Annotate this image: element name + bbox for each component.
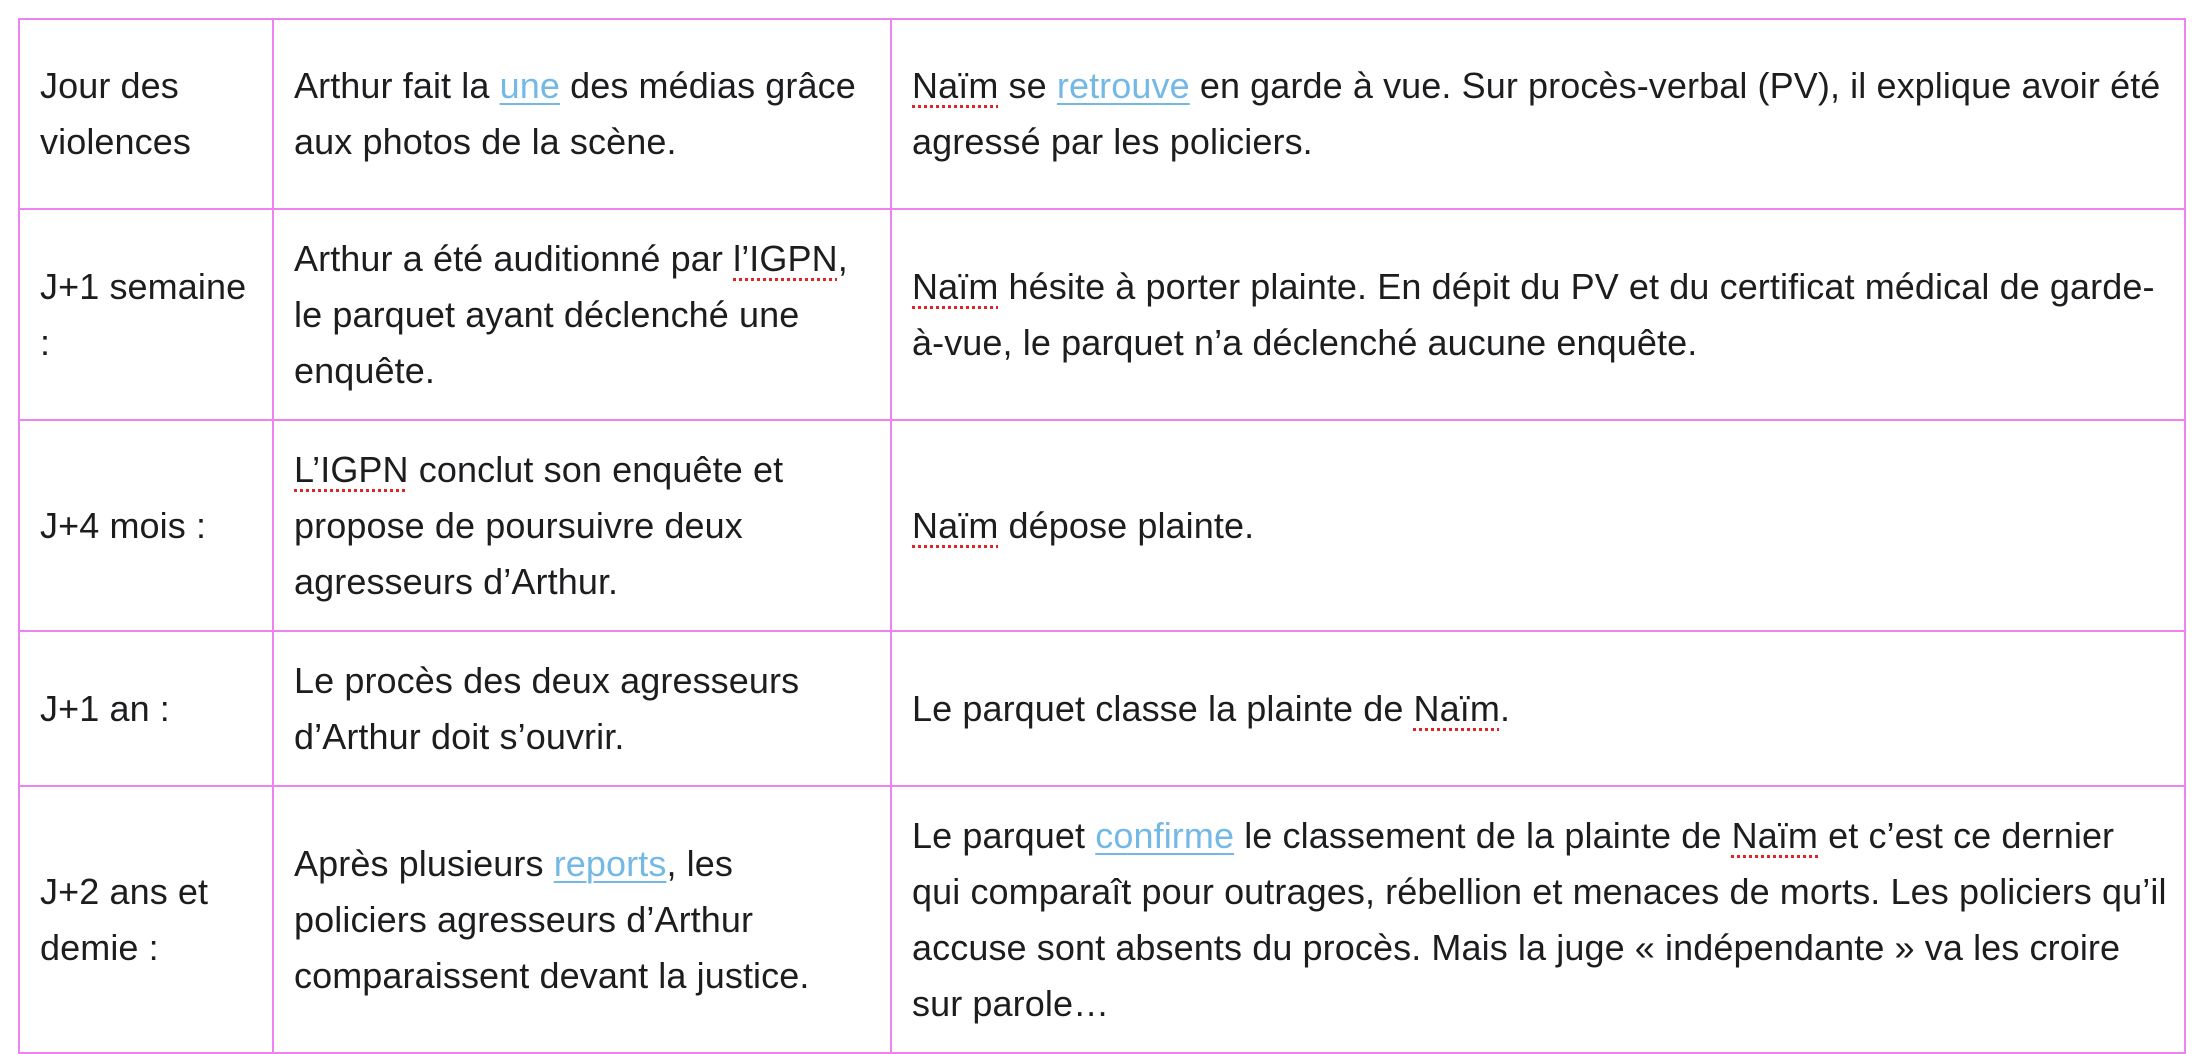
cell-text: hésite à porter plainte. En dépit du PV et du certificat médical de garde-à-vue, le parquet n’a déclenché aucune enquête. (912, 265, 2155, 363)
date-cell: J+2 ans et demie : (19, 786, 273, 1053)
cell-text: se (998, 65, 1057, 106)
cell-text: . (1499, 687, 1511, 729)
arthur-cell (273, 19, 891, 209)
cell-text: dépose plainte. (998, 504, 1255, 546)
spellcheck-flagged-word: Naïm (1731, 814, 1819, 856)
cell-text: des médias grâce aux photos de la scène. (294, 65, 856, 162)
table-row (19, 209, 2185, 420)
cell-text: Arthur fait la (294, 65, 500, 106)
arthur-cell (273, 631, 891, 786)
spellcheck-flagged-word: L’IGPN (294, 448, 409, 490)
cell-text: , les policiers agresseurs d’Arthur comparaissent devant la justice. (294, 842, 810, 996)
cell-text: conclut son enquête et propose de poursuivre deux agresseurs d’Arthur. (294, 448, 784, 602)
naim-cell (891, 631, 2185, 786)
spellcheck-flagged-word: Naïm (912, 265, 999, 307)
naim-cell (891, 19, 2185, 209)
spellcheck-flagged-word: l’IGPN (733, 237, 838, 279)
table-row (19, 786, 2185, 1053)
inline-link[interactable]: une (499, 65, 560, 106)
cell-text: Le parquet classe la plainte de (912, 687, 1414, 729)
cell-text: en garde à vue. Sur procès-verbal (PV), il explique avoir été agressé par les policiers. (912, 65, 2161, 162)
arthur-cell (273, 209, 891, 420)
date-cell: Jour des violences (19, 19, 273, 209)
table-row (19, 19, 2185, 209)
date-cell: J+1 an : (19, 631, 273, 786)
inline-link[interactable]: confirme (1095, 814, 1235, 856)
cell-text: Arthur a été auditionné par (294, 237, 734, 279)
spellcheck-flagged-word: Naïm (912, 65, 999, 106)
table-row (19, 420, 2185, 631)
cell-text: , le parquet ayant déclenché une enquête. (294, 237, 848, 391)
inline-link[interactable]: reports (553, 842, 667, 884)
spellcheck-flagged-word: Naïm (1413, 687, 1500, 729)
date-cell: J+1 semaine : (19, 209, 273, 420)
date-cell: J+4 mois : (19, 420, 273, 631)
naim-cell (891, 209, 2185, 420)
inline-link[interactable]: retrouve (1056, 65, 1190, 106)
table-row (19, 631, 2185, 786)
naim-cell (891, 420, 2185, 631)
timeline-table-container (18, 18, 2184, 1054)
arthur-cell (273, 786, 891, 1053)
cell-text: Après plusieurs (294, 842, 554, 884)
cell-text: et c’est ce dernier qui comparaît pour outrages, rébellion et menaces de morts. Les policiers qu’il accuse sont absents du procès. Mais la juge « indépendante » va les croire sur parole… (912, 814, 2167, 1024)
cell-text: Le procès des deux agresseurs d’Arthur doit s’ouvrir. (294, 659, 800, 757)
naim-cell (891, 786, 2185, 1053)
cell-text: le classement de la plainte de (1234, 814, 1732, 856)
arthur-cell (273, 420, 891, 631)
timeline-table (18, 18, 2186, 1054)
spellcheck-flagged-word: Naïm (912, 504, 999, 546)
cell-text: Le parquet (912, 814, 1096, 856)
